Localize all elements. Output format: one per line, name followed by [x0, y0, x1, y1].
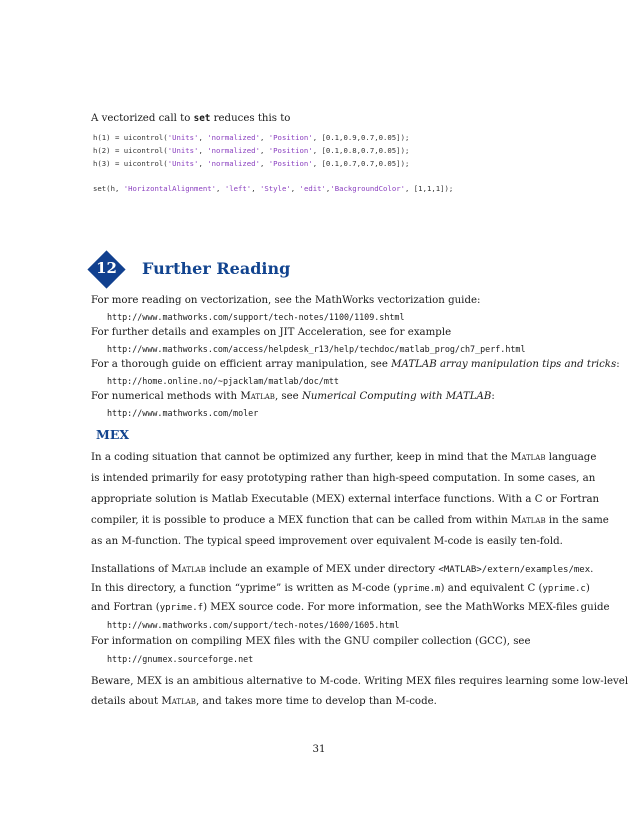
url-link[interactable]: http://gnumex.sourceforge.net [107, 654, 254, 664]
inline-code-set: set [193, 113, 211, 124]
mex-paragraph-line: and Fortran (yprime.f) MEX source code. For more information, see the MathWorks MEX-files guide [91, 602, 610, 613]
mex-paragraph-line: appropriate solution is Matlab Executable (MEX) external interface functions. With a C or Fortran [91, 494, 600, 505]
mex-paragraph-line: is intended primarily for easy prototyping rather than high-speed computation. In some cases, an [91, 473, 596, 484]
mex-paragraph-line: details about Matlab, and takes more time to develop than M-code. [91, 696, 437, 707]
url-link[interactable]: http://www.mathworks.com/moler [107, 408, 259, 418]
code-line-set: set(h, 'HorizontalAlignment', 'left', 'Style', 'edit','BackgroundColor', [1,1,1]); [93, 184, 454, 193]
reading-paragraph: For further details and examples on JIT Acceleration, see for example [91, 327, 452, 338]
mex-paragraph-line: compiler, it is possible to produce a MEX function that can be called from within Matlab in the same [91, 515, 609, 526]
section-title: Further Reading [142, 259, 291, 278]
code-line: h(2) = uicontrol('Units', 'normalized', 'Position', [0.1,0.8,0.7,0.05]); [93, 146, 410, 155]
code-line: h(3) = uicontrol('Units', 'normalized', 'Position', [0.1,0.7,0.7,0.05]); [93, 159, 410, 168]
mex-paragraph-line: Beware, MEX is an ambitious alternative to M-code. Writing MEX files requires learning some low-level [91, 676, 629, 687]
url-link[interactable]: http://www.mathworks.com/support/tech-notes/1600/1605.html [107, 620, 400, 630]
intro-paragraph: A vectorized call to set reduces this to [91, 113, 291, 124]
page-number: 31 [312, 744, 326, 755]
mex-paragraph-line: In this directory, a function “yprime” is written as M-code (yprime.m) and equivalent C (yprime.c) [91, 583, 590, 594]
reading-paragraph: For more reading on vectorization, see the MathWorks vectorization guide: [91, 295, 481, 306]
subsection-title: MEX [96, 427, 130, 442]
mex-paragraph-line: as an M-function. The typical speed improvement over equivalent M-code is easily ten-fold. [91, 536, 563, 547]
mex-paragraph-line: In a coding situation that cannot be optimized any further, keep in mind that the Matlab language [91, 452, 597, 463]
url-link[interactable]: http://home.online.no/~pjacklam/matlab/doc/mtt [107, 376, 339, 386]
section-number: 12 [96, 259, 117, 277]
mex-paragraph-line: For information on compiling MEX files with the GNU compiler collection (GCC), see [91, 636, 531, 647]
reading-paragraph: For numerical methods with Matlab, see Numerical Computing with MATLAB: [91, 391, 495, 402]
code-line: h(1) = uicontrol('Units', 'normalized', 'Position', [0.1,0.9,0.7,0.05]); [93, 133, 410, 142]
url-link[interactable]: http://www.mathworks.com/access/helpdesk_r13/help/techdoc/matlab_prog/ch7_perf.html [107, 344, 526, 354]
mex-paragraph-line: Installations of Matlab include an example of MEX under directory <MATLAB>/extern/examples/mex. [91, 564, 594, 575]
url-link[interactable]: http://www.mathworks.com/support/tech-notes/1100/1109.shtml [107, 312, 405, 322]
reading-paragraph: For a thorough guide on efficient array manipulation, see MATLAB array manipulation tips and tricks: [91, 359, 620, 370]
